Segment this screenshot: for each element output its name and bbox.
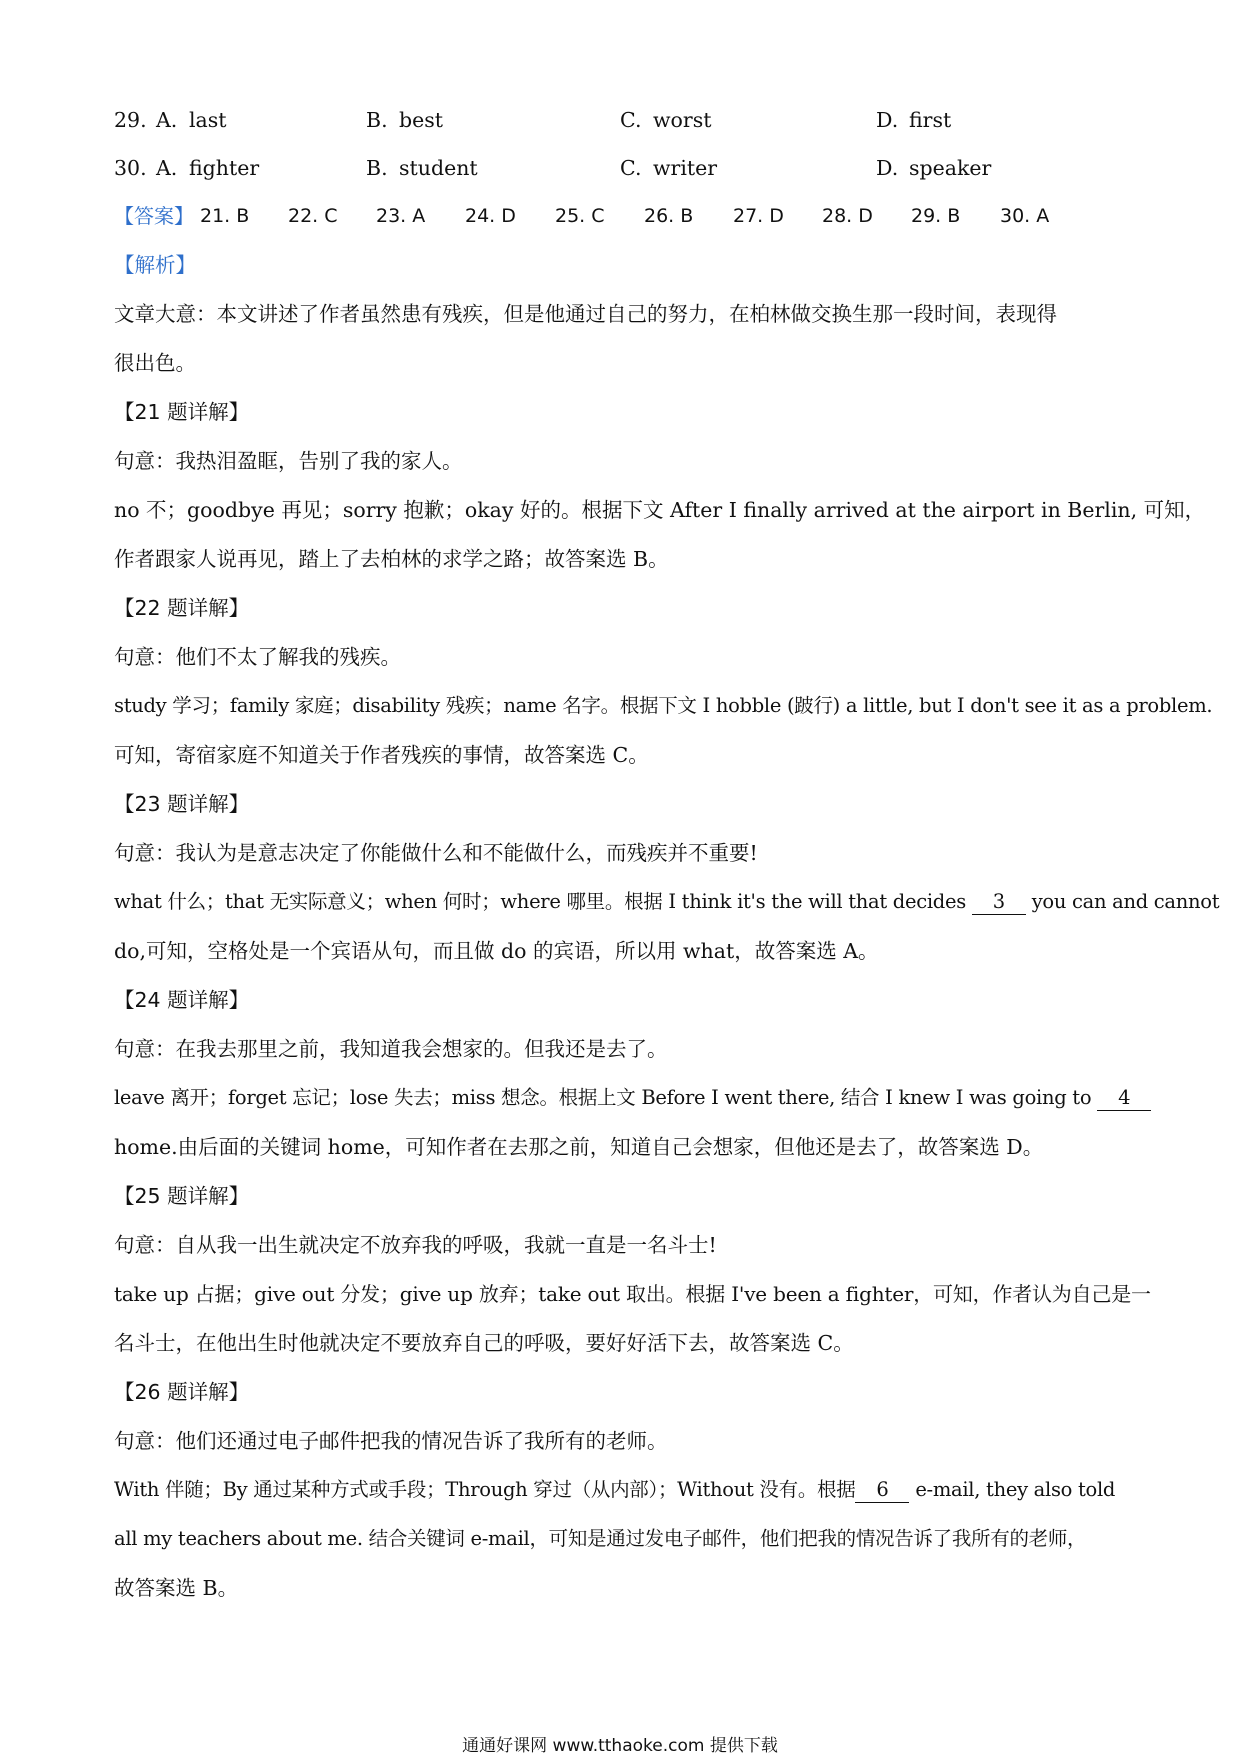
- section-heading: 【22 题详解】: [114, 596, 250, 620]
- option-b-text: best: [399, 108, 444, 132]
- option-letter-d: D.: [876, 156, 899, 180]
- question-29-options: [114, 106, 1134, 134]
- explanation-line: do,可知，空格处是一个宾语从句，而且做 do 的宾语，所以用 what，故答案选 A。: [114, 939, 879, 963]
- explanation-line: 名斗士，在他出生时他就决定不要放弃自己的呼吸，要好好活下去，故答案选 C。: [114, 1331, 854, 1355]
- question-number: 29.: [114, 108, 147, 132]
- explanation-line: all my teachers about me. 结合关键词 e-mail，可知是通过发电子邮件，他们把我的情况告诉了我所有的老师，: [114, 1527, 1087, 1550]
- section-meaning: 句意：在我去那里之前，我知道我会想家的。但我还是去了。: [114, 1037, 668, 1061]
- explanation-line: 可知，寄宿家庭不知道关于作者残疾的事情，故答案选 C。: [114, 743, 649, 767]
- analysis-label: 【解析】: [114, 253, 196, 277]
- option-d-text: first: [909, 108, 952, 132]
- option-c-text: worst: [653, 108, 712, 132]
- section-heading: 【21 题详解】: [114, 400, 250, 424]
- explanation-text: you can and cannot: [1025, 890, 1220, 913]
- explanation-line: [114, 1084, 1134, 1112]
- section-heading: 【25 题详解】: [114, 1184, 250, 1208]
- answer-blank: 4: [1097, 1086, 1151, 1111]
- option-d-text: speaker: [909, 156, 992, 180]
- answer-item: 28. D: [822, 205, 873, 227]
- explanation-line: take up 占据；give out 分发；give up 放弃；take out 取出。根据 I've been a fighter，可知，作者认为自己是一: [114, 1282, 1151, 1306]
- option-c-text: writer: [653, 156, 718, 180]
- summary-line: 文章大意：本文讲述了作者虽然患有残疾，但是他通过自己的努力，在柏林做交换生那一段时间，表现得: [114, 302, 1057, 326]
- question-number: 30.: [114, 156, 147, 180]
- section-heading: 【23 题详解】: [114, 792, 250, 816]
- answer-item: 24. D: [465, 205, 516, 227]
- answer-item: 29. B: [911, 205, 961, 227]
- explanation-line: [114, 1476, 1134, 1504]
- answer-item: 25. C: [555, 205, 605, 227]
- answer-blank: 6: [855, 1478, 909, 1503]
- option-letter-b: B.: [366, 108, 388, 132]
- option-letter-a: A.: [156, 156, 178, 180]
- explanation-text: leave 离开；forget 忘记；lose 失去；miss 想念。根据上文 Before I went there, 结合 I knew I was going to: [114, 1086, 1098, 1109]
- page-footer: 通通好课网 www.tthaoke.com 提供下载: [462, 1736, 778, 1756]
- answer-label: 【答案】: [114, 204, 194, 228]
- answer-item: 23. A: [376, 205, 426, 227]
- section-meaning: 句意：他们不太了解我的残疾。: [114, 645, 401, 669]
- answer-item: 21. B: [200, 205, 250, 227]
- explanation-line: [114, 888, 1220, 916]
- answer-row: [114, 202, 1134, 230]
- explanation-line: home.由后面的关键词 home，可知作者在去那之前，知道自己会想家，但他还是去了，故答案选 D。: [114, 1135, 1044, 1159]
- section-meaning: 句意：自从我一出生就决定不放弃我的呼吸，我就一直是一名斗士!: [114, 1233, 717, 1257]
- explanation-line: no 不；goodbye 再见；sorry 抱歉；okay 好的。根据下文 After I finally arrived at the airport in Berlin, 可知，: [114, 498, 1206, 522]
- option-letter-d: D.: [876, 108, 899, 132]
- answer-blank: 3: [972, 890, 1026, 915]
- answer-item: 27. D: [733, 205, 784, 227]
- explanation-line: 故答案选 B。: [114, 1576, 239, 1600]
- summary-line: 很出色。: [114, 351, 196, 375]
- option-letter-a: A.: [156, 108, 178, 132]
- answer-item: 30. A: [1000, 205, 1050, 227]
- section-meaning: 句意：我认为是意志决定了你能做什么和不能做什么，而残疾并不重要!: [114, 841, 758, 865]
- explanation-text: With 伴随；By 通过某种方式或手段；Through 穿过（从内部）；Without 没有。根据: [114, 1478, 856, 1501]
- question-30-options: [114, 154, 1134, 182]
- answer-item: 26. B: [644, 205, 694, 227]
- answer-item: 22. C: [288, 205, 338, 227]
- section-meaning: 句意：他们还通过电子邮件把我的情况告诉了我所有的老师。: [114, 1429, 668, 1453]
- explanation-line: 作者跟家人说再见，踏上了去柏林的求学之路；故答案选 B。: [114, 547, 669, 571]
- option-b-text: student: [399, 156, 478, 180]
- explanation-text: what 什么；that 无实际意义；when 何时；where 哪里。根据 I think it's the will that decides: [114, 890, 972, 913]
- option-letter-b: B.: [366, 156, 388, 180]
- option-letter-c: C.: [620, 108, 642, 132]
- option-letter-c: C.: [620, 156, 642, 180]
- explanation-text: e-mail, they also told: [909, 1478, 1116, 1501]
- explanation-line: study 学习；family 家庭；disability 残疾；name 名字。根据下文 I hobble (跛行) a little, but I don't see it as a problem.: [114, 694, 1213, 717]
- option-a-text: last: [189, 108, 227, 132]
- section-heading: 【26 题详解】: [114, 1380, 250, 1404]
- section-heading: 【24 题详解】: [114, 988, 250, 1012]
- option-a-text: fighter: [189, 156, 260, 180]
- section-meaning: 句意：我热泪盈眶，告别了我的家人。: [114, 449, 463, 473]
